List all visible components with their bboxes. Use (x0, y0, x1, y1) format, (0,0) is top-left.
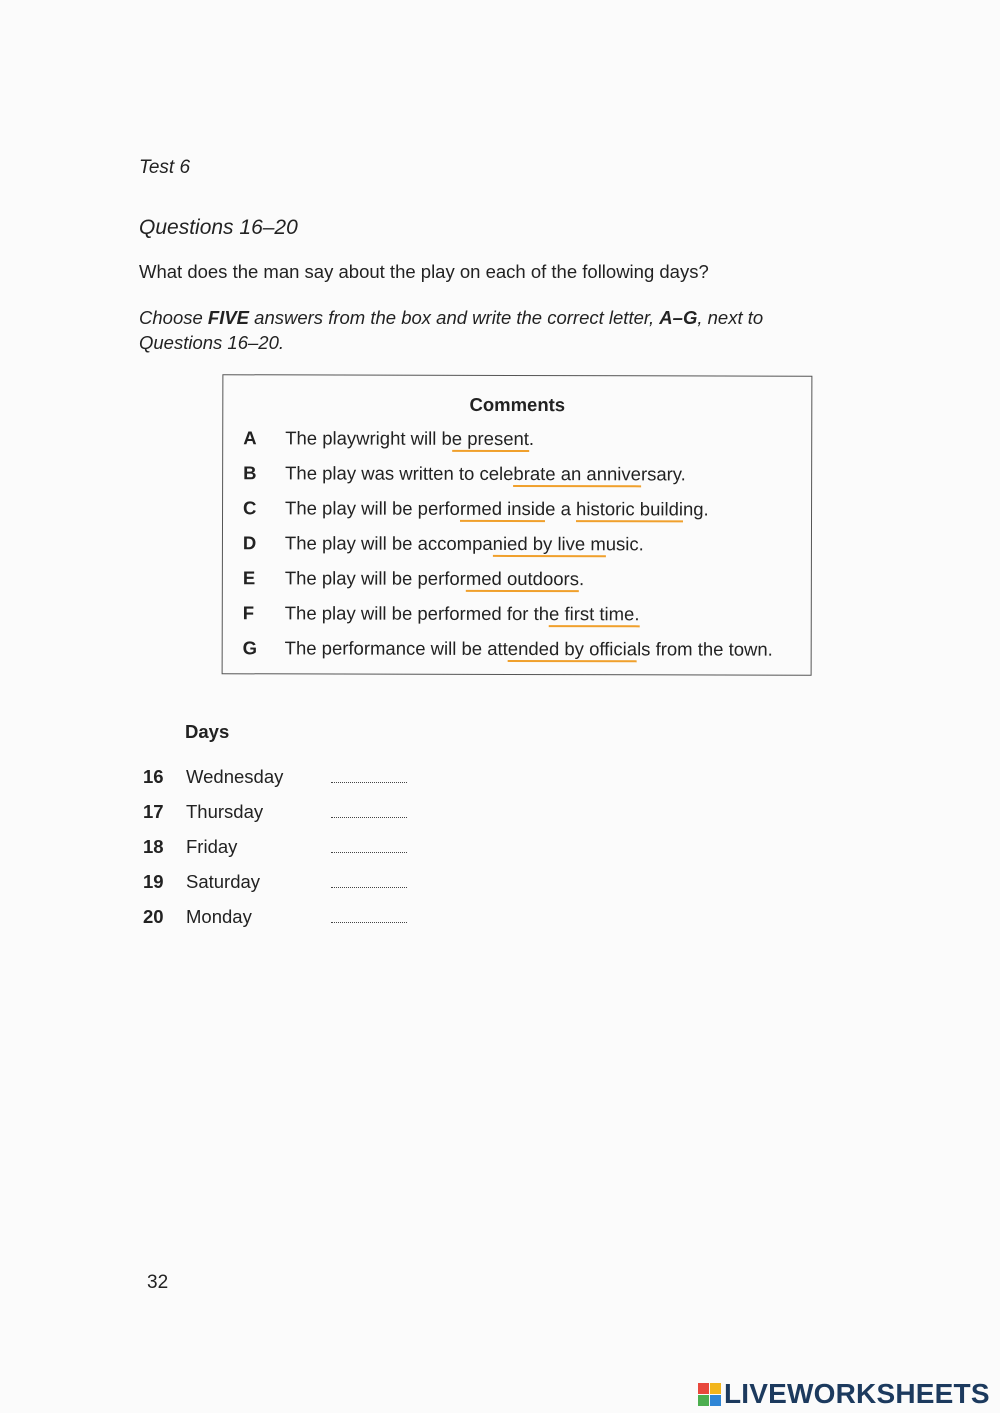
day-label: Monday (186, 906, 252, 927)
answer-blank-20[interactable] (331, 908, 407, 923)
question-row-20 (143, 906, 407, 936)
option-text-part: e a (545, 498, 577, 520)
comments-box (222, 374, 813, 676)
day-label: Saturday (186, 871, 261, 892)
question-number: 18 (143, 836, 164, 857)
brand-text: LIVEWORKSHEETS (724, 1378, 990, 1409)
question-number: 19 (143, 871, 164, 892)
option-letter: D (242, 532, 257, 554)
question-row-18 (143, 836, 407, 866)
test-label: Test 6 (139, 157, 191, 178)
option-text-part: . (528, 428, 535, 450)
answer-blank-18[interactable] (331, 838, 407, 853)
highlight-underline: e present (452, 428, 529, 452)
option-letter: E (242, 567, 256, 589)
comment-option-g (243, 637, 773, 668)
option-letter: F (242, 602, 255, 624)
logo-square (698, 1383, 709, 1394)
option-text-part: . (578, 568, 585, 590)
day-label: Friday (186, 836, 238, 857)
question-row-16 (143, 766, 407, 796)
comment-option-d (243, 532, 644, 563)
comment-option-e (243, 567, 584, 598)
day-label: Thursday (186, 801, 264, 822)
logo-square (698, 1395, 709, 1406)
choose-bold-five: FIVE (207, 307, 250, 328)
comment-option-b (243, 462, 686, 493)
highlight-underline: nied by live m (493, 533, 606, 557)
question-row-19 (143, 871, 407, 901)
question-row-17 (143, 801, 407, 831)
question-number: 16 (143, 766, 164, 787)
option-text-part: The performance will be att (284, 637, 508, 659)
comment-option-f (243, 602, 640, 633)
option-text-part: The play will be performed for th (284, 602, 550, 625)
option-text-part: ls from the town. (637, 638, 773, 660)
highlight-underline: e first time. (549, 603, 640, 627)
question-number: 17 (143, 801, 164, 822)
choose-bold-range: A–G (659, 307, 698, 328)
day-label: Wednesday (186, 766, 284, 787)
choose-prefix: Choose (139, 307, 208, 328)
option-letter: A (243, 427, 257, 449)
questions-title: Questions 16–20 (139, 216, 298, 239)
answer-blank-19[interactable] (331, 873, 407, 888)
highlight-underline: historic buildi (576, 498, 683, 522)
answer-blank-17[interactable] (331, 803, 407, 818)
comment-option-c (243, 497, 709, 528)
option-text-part: ng. (682, 498, 709, 520)
choose-suffix: , next to Questions 16–20. (139, 307, 764, 353)
choose-instruction (139, 305, 819, 355)
highlight-underline: ended by officia (508, 638, 637, 662)
liveworksheets-brand[interactable] (698, 1376, 990, 1412)
highlight-underline: med outdoors (466, 568, 579, 592)
choose-mid: answers from the box and write the correct letter, (249, 307, 660, 328)
days-heading: Days (185, 721, 230, 742)
option-letter: B (243, 462, 257, 484)
brand-logo-icon (698, 1383, 721, 1406)
page-number: 32 (147, 1272, 169, 1293)
option-text-part: rsary. (640, 463, 686, 485)
comment-option-a (243, 427, 534, 458)
option-letter: C (243, 497, 257, 519)
comments-title: Comments (469, 393, 566, 416)
highlight-underline: rmed insid (460, 498, 545, 522)
highlight-underline: brate an annive (513, 463, 641, 487)
option-letter: G (242, 637, 258, 659)
logo-square (710, 1383, 721, 1394)
option-text-part: The play will be accompa (284, 532, 493, 554)
logo-square (710, 1395, 721, 1406)
option-text-part: usic. (605, 533, 644, 555)
option-text-part: The play was written to cele (285, 462, 514, 484)
instruction-text: What does the man say about the play on each of the following days? (139, 261, 709, 282)
question-number: 20 (143, 906, 164, 927)
option-text-part: The play will be perfor (284, 567, 466, 589)
option-text-part: The playwright will b (285, 427, 452, 449)
answer-blank-16[interactable] (331, 768, 407, 783)
option-text-part: The play will be perfo (285, 497, 460, 519)
